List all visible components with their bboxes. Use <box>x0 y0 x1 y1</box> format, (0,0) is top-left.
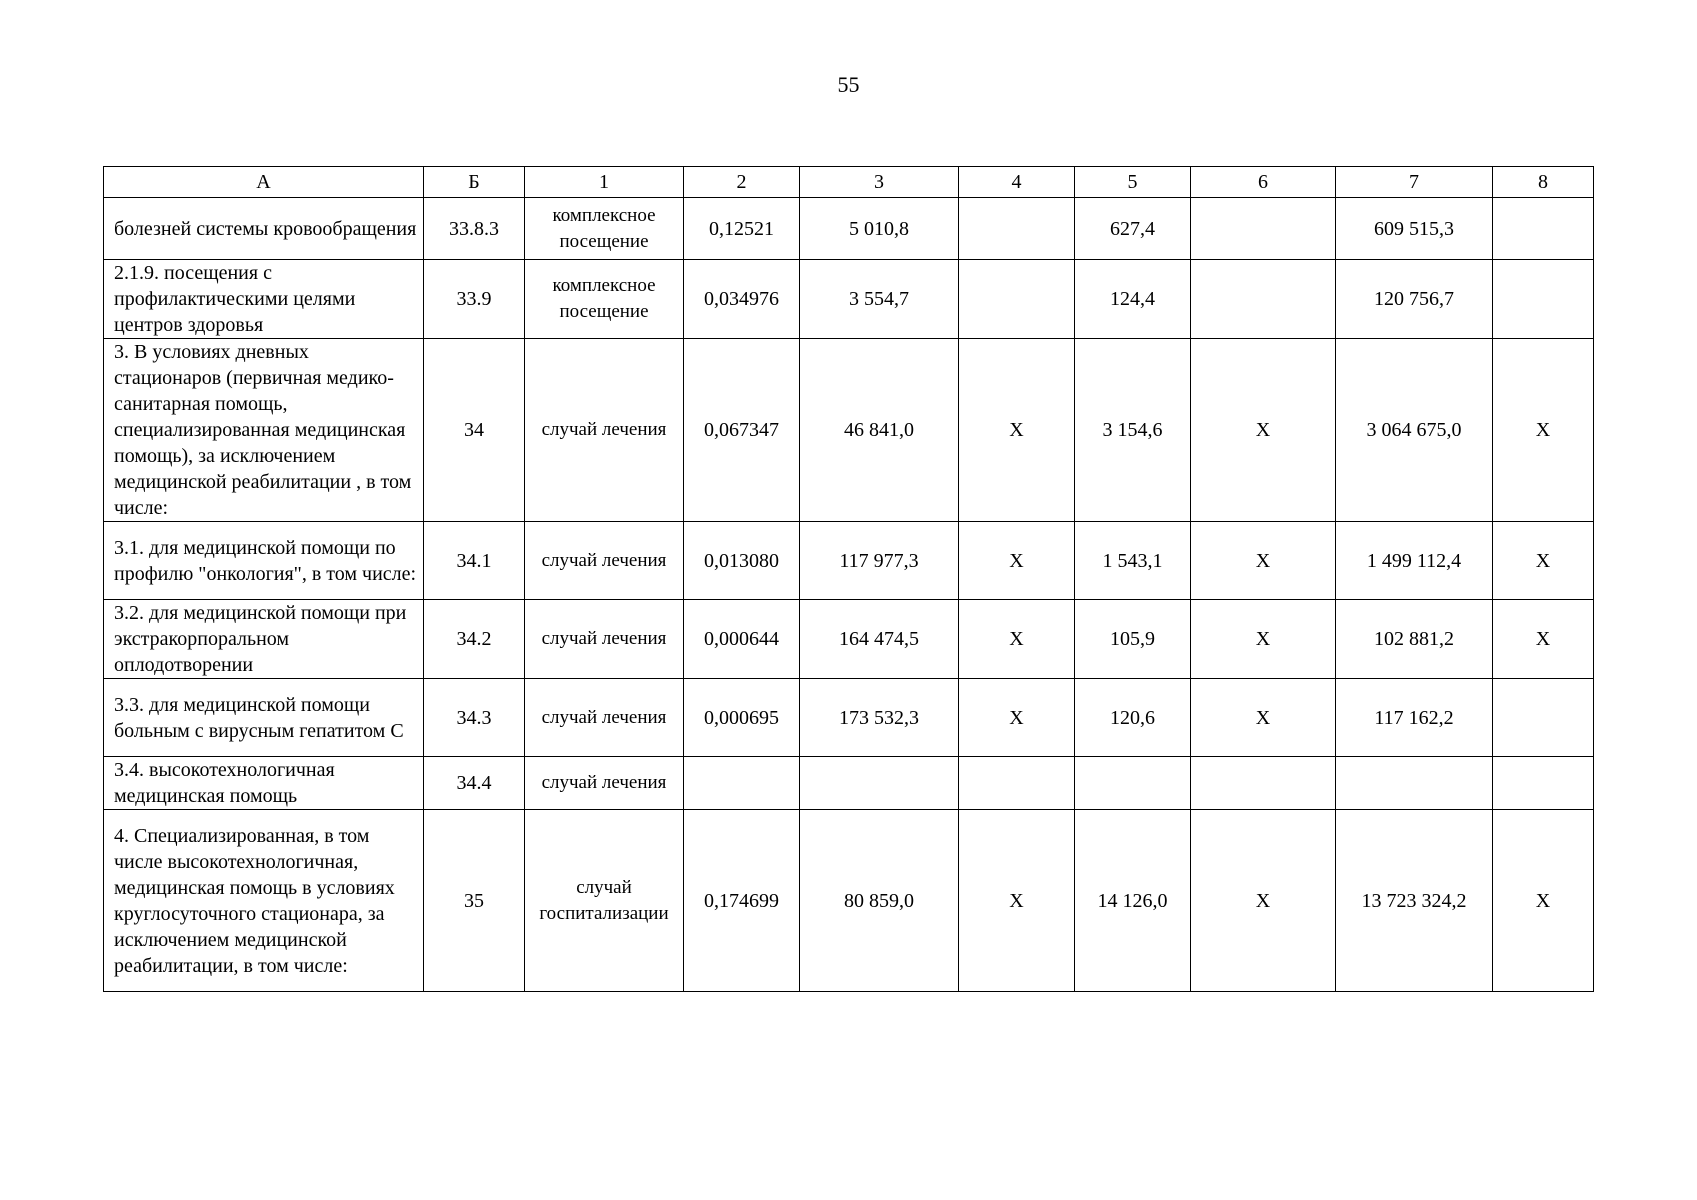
row-code: 34.2 <box>424 600 525 679</box>
cell-col-3: 46 841,0 <box>800 339 959 522</box>
cell-col-7: 102 881,2 <box>1336 600 1493 679</box>
cell-col-4 <box>959 757 1075 810</box>
cell-col-5: 124,4 <box>1075 260 1191 339</box>
table-header-row <box>104 167 1594 198</box>
cell-col-6 <box>1191 757 1336 810</box>
cell-col-4: Х <box>959 810 1075 992</box>
cell-col-4: Х <box>959 679 1075 757</box>
cell-col-5: 3 154,6 <box>1075 339 1191 522</box>
cell-col-3: 164 474,5 <box>800 600 959 679</box>
cell-col-6: Х <box>1191 810 1336 992</box>
cell-col-6: Х <box>1191 522 1336 600</box>
cell-col-4 <box>959 198 1075 260</box>
cell-col-6 <box>1191 198 1336 260</box>
row-label: 3. В условиях дневных стационаров (первичная медико-санитарная помощь, специализированная медицинская помощь), за исключением медицинской реабилитации , в том числе: <box>104 339 424 522</box>
header-cell-4: 4 <box>959 167 1075 198</box>
cell-col-2 <box>684 757 800 810</box>
cell-col-2: 0,12521 <box>684 198 800 260</box>
cell-col-4: Х <box>959 522 1075 600</box>
row-label: 4. Специализированная, в том числе высокотехнологичная, медицинская помощь в условиях круглосуточного стационара, за исключением медицинской реабилитации, в том числе: <box>104 810 424 992</box>
header-cell-3: 3 <box>800 167 959 198</box>
row-unit: случай лечения <box>525 679 684 757</box>
header-cell-8: 8 <box>1493 167 1594 198</box>
table-row <box>104 522 1594 600</box>
row-unit: случай лечения <box>525 522 684 600</box>
row-unit: комплексное посещение <box>525 198 684 260</box>
row-code: 33.9 <box>424 260 525 339</box>
cell-col-3: 117 977,3 <box>800 522 959 600</box>
cell-col-2: 0,013080 <box>684 522 800 600</box>
cell-col-6: Х <box>1191 679 1336 757</box>
cell-col-2: 0,067347 <box>684 339 800 522</box>
cell-col-3: 3 554,7 <box>800 260 959 339</box>
cell-col-8: Х <box>1493 339 1594 522</box>
table-row <box>104 757 1594 810</box>
row-unit: случай лечения <box>525 339 684 522</box>
cell-col-3: 80 859,0 <box>800 810 959 992</box>
cell-col-8: Х <box>1493 522 1594 600</box>
cell-col-5: 627,4 <box>1075 198 1191 260</box>
cell-col-8 <box>1493 757 1594 810</box>
header-cell-b: Б <box>424 167 525 198</box>
cell-col-3: 5 010,8 <box>800 198 959 260</box>
cell-col-8 <box>1493 260 1594 339</box>
cell-col-6: Х <box>1191 339 1336 522</box>
row-label: 3.2. для медицинской помощи при экстракорпоральном оплодотворении <box>104 600 424 679</box>
cell-col-6: Х <box>1191 600 1336 679</box>
header-cell-2: 2 <box>684 167 800 198</box>
cell-col-8: Х <box>1493 600 1594 679</box>
cell-col-6 <box>1191 260 1336 339</box>
cell-col-2: 0,000695 <box>684 679 800 757</box>
cell-col-7: 117 162,2 <box>1336 679 1493 757</box>
cell-col-5: 1 543,1 <box>1075 522 1191 600</box>
cell-col-2: 0,034976 <box>684 260 800 339</box>
cell-col-4: Х <box>959 600 1075 679</box>
cell-col-4: Х <box>959 339 1075 522</box>
row-code: 35 <box>424 810 525 992</box>
table-row <box>104 260 1594 339</box>
cell-col-7: 1 499 112,4 <box>1336 522 1493 600</box>
table-row <box>104 810 1594 992</box>
cell-col-8 <box>1493 198 1594 260</box>
cell-col-2: 0,000644 <box>684 600 800 679</box>
table-row <box>104 339 1594 522</box>
cell-col-2: 0,174699 <box>684 810 800 992</box>
row-unit: комплексное посещение <box>525 260 684 339</box>
row-code: 34.1 <box>424 522 525 600</box>
row-label: 3.1. для медицинской помощи по профилю "онкология", в том числе: <box>104 522 424 600</box>
row-code: 34.4 <box>424 757 525 810</box>
row-label: 2.1.9. посещения с профилактическими целями центров здоровья <box>104 260 424 339</box>
data-table <box>103 166 1594 992</box>
cell-col-7: 3 064 675,0 <box>1336 339 1493 522</box>
header-cell-1: 1 <box>525 167 684 198</box>
cell-col-3 <box>800 757 959 810</box>
table-row <box>104 198 1594 260</box>
cell-col-5: 120,6 <box>1075 679 1191 757</box>
cell-col-5 <box>1075 757 1191 810</box>
header-cell-6: 6 <box>1191 167 1336 198</box>
row-label: болезней системы кровообращения <box>104 198 424 260</box>
row-label: 3.3. для медицинской помощи больным с вирусным гепатитом С <box>104 679 424 757</box>
cell-col-7: 609 515,3 <box>1336 198 1493 260</box>
cell-col-4 <box>959 260 1075 339</box>
cell-col-8: Х <box>1493 810 1594 992</box>
row-code: 33.8.3 <box>424 198 525 260</box>
row-label: 3.4. высокотехнологичная медицинская помощь <box>104 757 424 810</box>
row-unit: случай госпитализации <box>525 810 684 992</box>
cell-col-7: 120 756,7 <box>1336 260 1493 339</box>
cell-col-7 <box>1336 757 1493 810</box>
cell-col-5: 105,9 <box>1075 600 1191 679</box>
cell-col-5: 14 126,0 <box>1075 810 1191 992</box>
row-unit: случай лечения <box>525 757 684 810</box>
table-row <box>104 679 1594 757</box>
header-cell-5: 5 <box>1075 167 1191 198</box>
page-number: 55 <box>837 72 860 97</box>
header-cell-a: А <box>104 167 424 198</box>
row-code: 34.3 <box>424 679 525 757</box>
table-row <box>104 600 1594 679</box>
cell-col-8 <box>1493 679 1594 757</box>
row-unit: случай лечения <box>525 600 684 679</box>
cell-col-7: 13 723 324,2 <box>1336 810 1493 992</box>
header-cell-7: 7 <box>1336 167 1493 198</box>
cell-col-3: 173 532,3 <box>800 679 959 757</box>
row-code: 34 <box>424 339 525 522</box>
